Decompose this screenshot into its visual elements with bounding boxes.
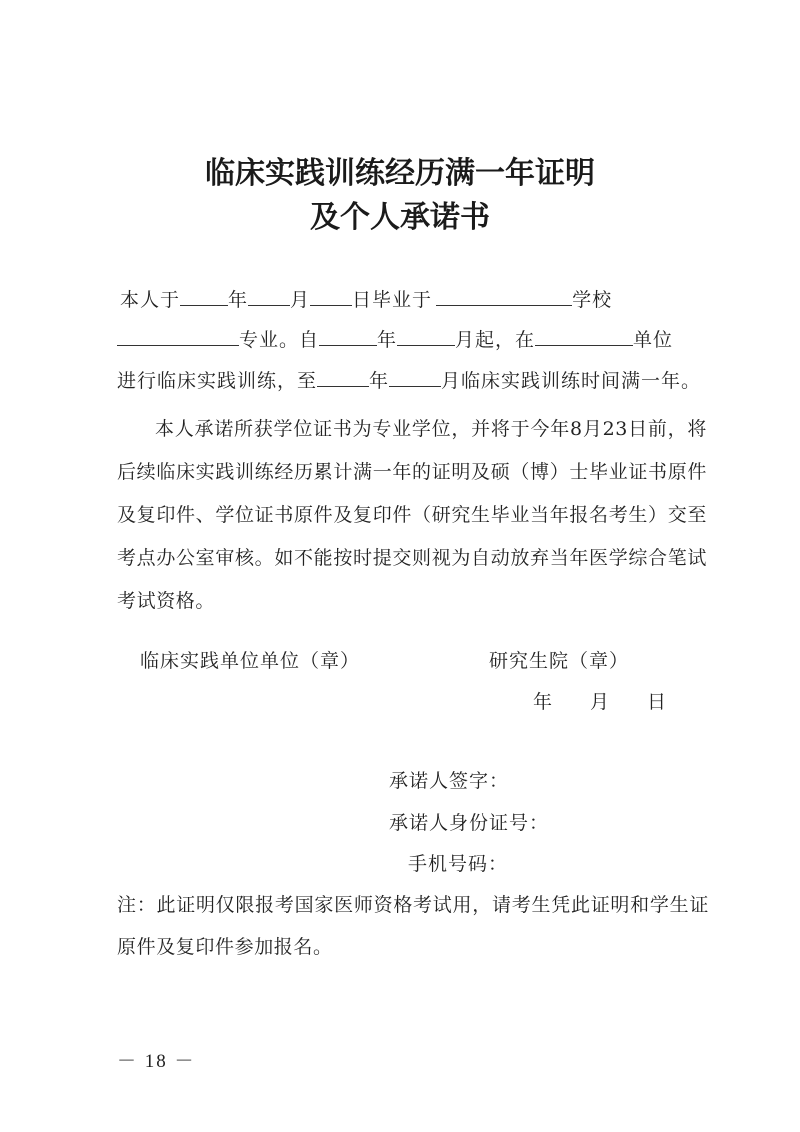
text-school: 学校 xyxy=(572,289,613,311)
commitment-paragraph: 本人承诺所获学位证书为专业学位，并将于今年8月23日前，将后续临床实践训练经历累计满一年的证明及硕（博）士毕业证书原件及复印件、学位证书原件及复印件（研究生毕业当年报名考生）交至考点办公室审核。如不能按时提交则视为自动放弃当年医学综合笔试考试资格。 xyxy=(117,418,707,612)
text-month-at: 月起，在 xyxy=(455,329,536,351)
text-major-from: 专业。自 xyxy=(239,329,320,351)
blank-start-year[interactable] xyxy=(319,325,377,346)
blank-start-month[interactable] xyxy=(397,325,455,346)
blank-graduation-year[interactable] xyxy=(180,285,228,306)
blank-end-month[interactable] xyxy=(389,366,441,387)
text-year: 年 xyxy=(377,329,398,351)
signer-id-number-label: 承诺人身份证号： xyxy=(389,812,550,834)
blank-major[interactable] xyxy=(117,325,239,346)
text-month: 月 xyxy=(290,289,311,311)
page-number: － 18 － xyxy=(117,1051,196,1072)
clinical-unit-seal: 临床实践单位单位（章） xyxy=(140,650,361,672)
note-paragraph: 注：此证明仅限报考国家医师资格考试用，请考生凭此证明和学生证原件及复印件参加报名。 xyxy=(117,894,709,958)
text-benren-yu: 本人于 xyxy=(120,289,181,311)
phone-number-label: 手机号码： xyxy=(408,853,509,875)
blank-end-year[interactable] xyxy=(317,366,369,387)
date-year: 年 xyxy=(533,691,553,713)
graduate-school-seal: 研究生院（章） xyxy=(489,650,630,672)
signer-signature-label: 承诺人签字： xyxy=(389,770,510,792)
text-year: 年 xyxy=(369,370,390,392)
text-day-graduated-from: 日毕业于 xyxy=(352,289,433,311)
declaration-line-2 xyxy=(117,325,673,355)
text-year: 年 xyxy=(228,289,249,311)
blank-graduation-day[interactable] xyxy=(310,285,352,306)
declaration-line-3 xyxy=(117,366,701,396)
date-day: 日 xyxy=(647,691,667,713)
text-training-complete: 月临床实践训练时间满一年。 xyxy=(441,370,702,392)
blank-school[interactable] xyxy=(436,285,572,306)
title-line-1: 临床实践训练经历满一年证明 xyxy=(205,156,595,191)
blank-unit[interactable] xyxy=(535,325,633,346)
declaration-line-1 xyxy=(120,285,612,315)
text-unit: 单位 xyxy=(633,329,674,351)
blank-graduation-month[interactable] xyxy=(248,285,290,306)
title-line-2: 及个人承诺书 xyxy=(310,200,490,235)
text-training-until: 进行临床实践训练，至 xyxy=(117,370,318,392)
seal-date xyxy=(533,687,666,717)
date-month: 月 xyxy=(590,691,610,713)
